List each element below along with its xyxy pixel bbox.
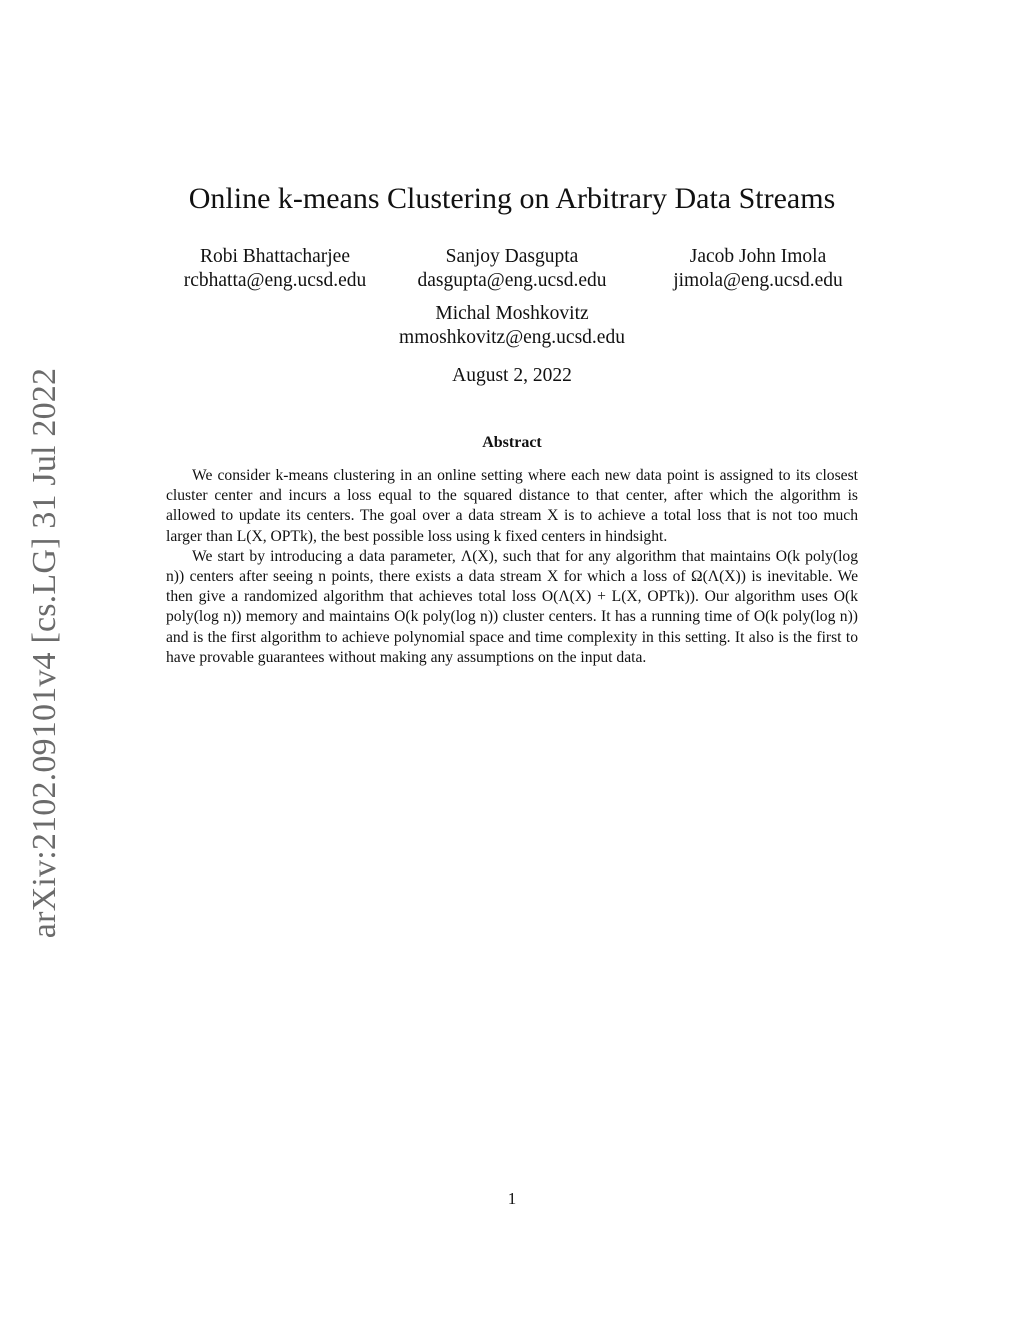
abstract-heading: Abstract (482, 434, 542, 451)
author-name: Sanjoy Dasgupta (445, 246, 579, 267)
abstract-paragraph-2: We start by introducing a data parameter, Λ(X), such that for any algorithm that maintains O(k poly(log n)) centers after seeing n points, there exists a data stream X for which a loss of Ω(Λ(X)) is inevitable. We then give a randomized algorithm that achieves total loss O(Λ(X) + L(X, OPTk)). Our algorithm uses O(k poly(log n)) memory and maintains O(k poly(log n)) cluster centers. It has a running time of O(k poly(log n)) and is the first algorithm to achieve polynomial space and time complexity in this setting. It also is the first to have provable guarantees without making any assumptions on the input data. (166, 547, 858, 666)
abstract-paragraph-1: We consider k-means clustering in an online setting where each new data point is assigned to its closest cluster center and incurs a loss equal to the squared distance to that center, after which the algorithm is allowed to update its centers. The goal over a data stream X is to achieve a total loss that is not too much larger than L(X, OPTk), the best possible loss using k fixed centers in hindsight. (166, 467, 858, 545)
author-email: rcbhatta@eng.ucsd.edu (183, 270, 367, 291)
author-email: jimola@eng.ucsd.edu (673, 270, 843, 291)
author-name: Michal Moshkovitz (435, 303, 589, 324)
author-block-3 (633, 245, 883, 293)
arxiv-identifier-text: arXiv:2102.09101v4 [cs.LG] 31 Jul 2022 (26, 367, 63, 938)
paper-title: Online k-means Clustering on Arbitrary Data Streams (188, 182, 836, 215)
author-name: Jacob John Imola (689, 246, 827, 267)
author-name: Robi Bhattacharjee (200, 246, 350, 267)
author-block-2 (387, 245, 637, 293)
abstract-body (166, 466, 858, 668)
author-block-1 (150, 245, 400, 293)
paper-date: August 2, 2022 (452, 365, 572, 386)
author-email: dasgupta@eng.ucsd.edu (417, 270, 607, 291)
author-email: mmoshkovitz@eng.ucsd.edu (399, 327, 625, 348)
author-block-4 (362, 302, 662, 350)
page-number: 1 (507, 1189, 517, 1208)
